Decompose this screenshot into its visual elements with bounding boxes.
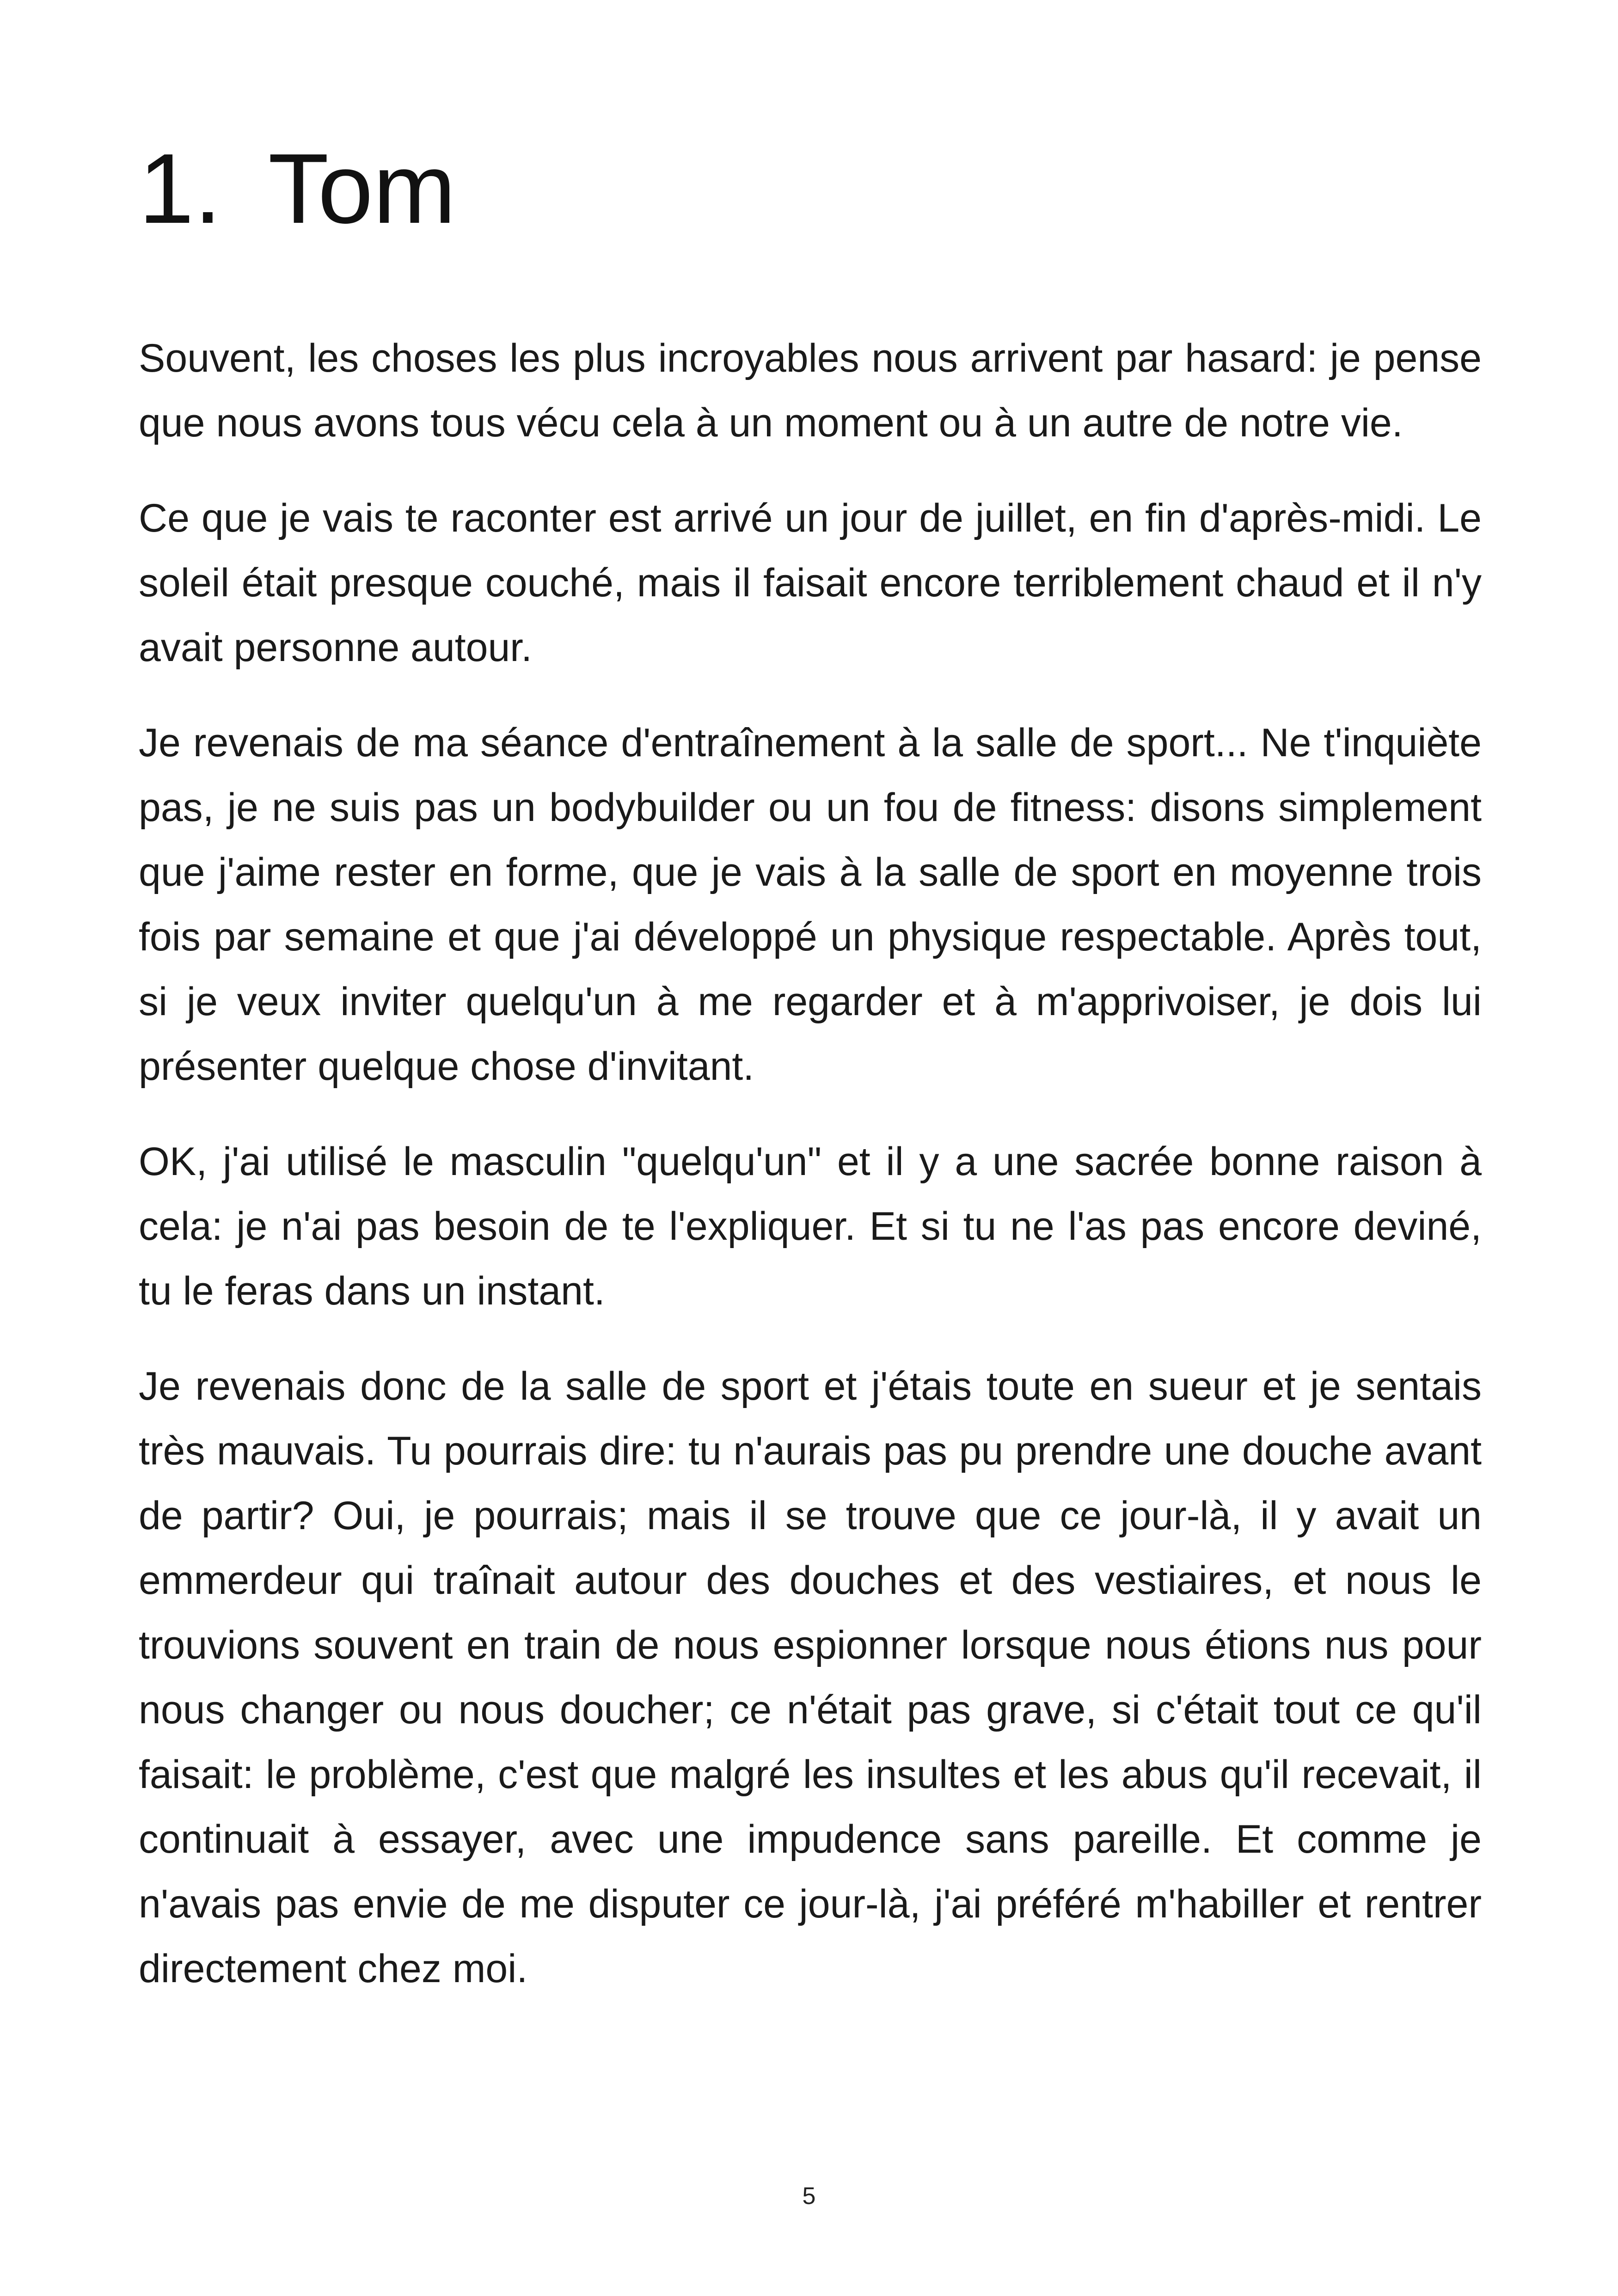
chapter-heading (139, 133, 456, 244)
body-text (139, 326, 1482, 2032)
paragraph: OK, j'ai utilisé le masculin "quelqu'un" et il y a une sacrée bonne raison à cela: je n'ai pas besoin de te l'expliquer. Et si tu ne l'as pas encore deviné, tu le feras dans un instant. (139, 1139, 1482, 1313)
chapter-number: 1. (139, 133, 222, 244)
paragraph: Souvent, les choses les plus incroyables nous arrivent par hasard: je pense que nous avons tous vécu cela à un moment ou à un autre de notre vie. (139, 336, 1482, 445)
paragraph: Je revenais donc de la salle de sport et j'étais toute en sueur et je sentais très mauvais. Tu pourrais dire: tu n'aurais pas pu prendre une douche avant de partir? Oui, je pourrais; mais il se trouve que ce jour-là, il y avait un emmerdeur qui traînait autour des douches et des vestiaires, et nous le trouvions souvent en train de nous espionner lorsque nous étions nus pour nous changer ou nous doucher; ce n'était pas grave, si c'était tout ce qu'il faisait: le problème, c'est que malgré les insultes et les abus qu'il recevait, il continuait à essayer, avec une impudence sans pareille. Et comme je n'avais pas envie de me disputer ce jour-là, j'ai préféré m'habiller et rentrer directement chez moi. (139, 1364, 1482, 1991)
paragraph: Je revenais de ma séance d'entraînement à la salle de sport... Ne t'inquiète pas, je ne suis pas un bodybuilder ou un fou de fitness: disons simplement que j'aime rester en forme, que je vais à la salle de sport en moyenne trois fois par semaine et que j'ai développé un physique respectable. Après tout, si je veux inviter quelqu'un à me regarder et à m'apprivoiser, je dois lui présenter quelque chose d'invitant. (139, 721, 1482, 1089)
page-number: 5 (802, 2183, 816, 2210)
paragraph: Ce que je vais te raconter est arrivé un jour de juillet, en fin d'après-midi. Le soleil était presque couché, mais il faisait encore terriblement chaud et il n'y avait personne autour. (139, 496, 1482, 670)
chapter-title: Tom (268, 133, 456, 244)
